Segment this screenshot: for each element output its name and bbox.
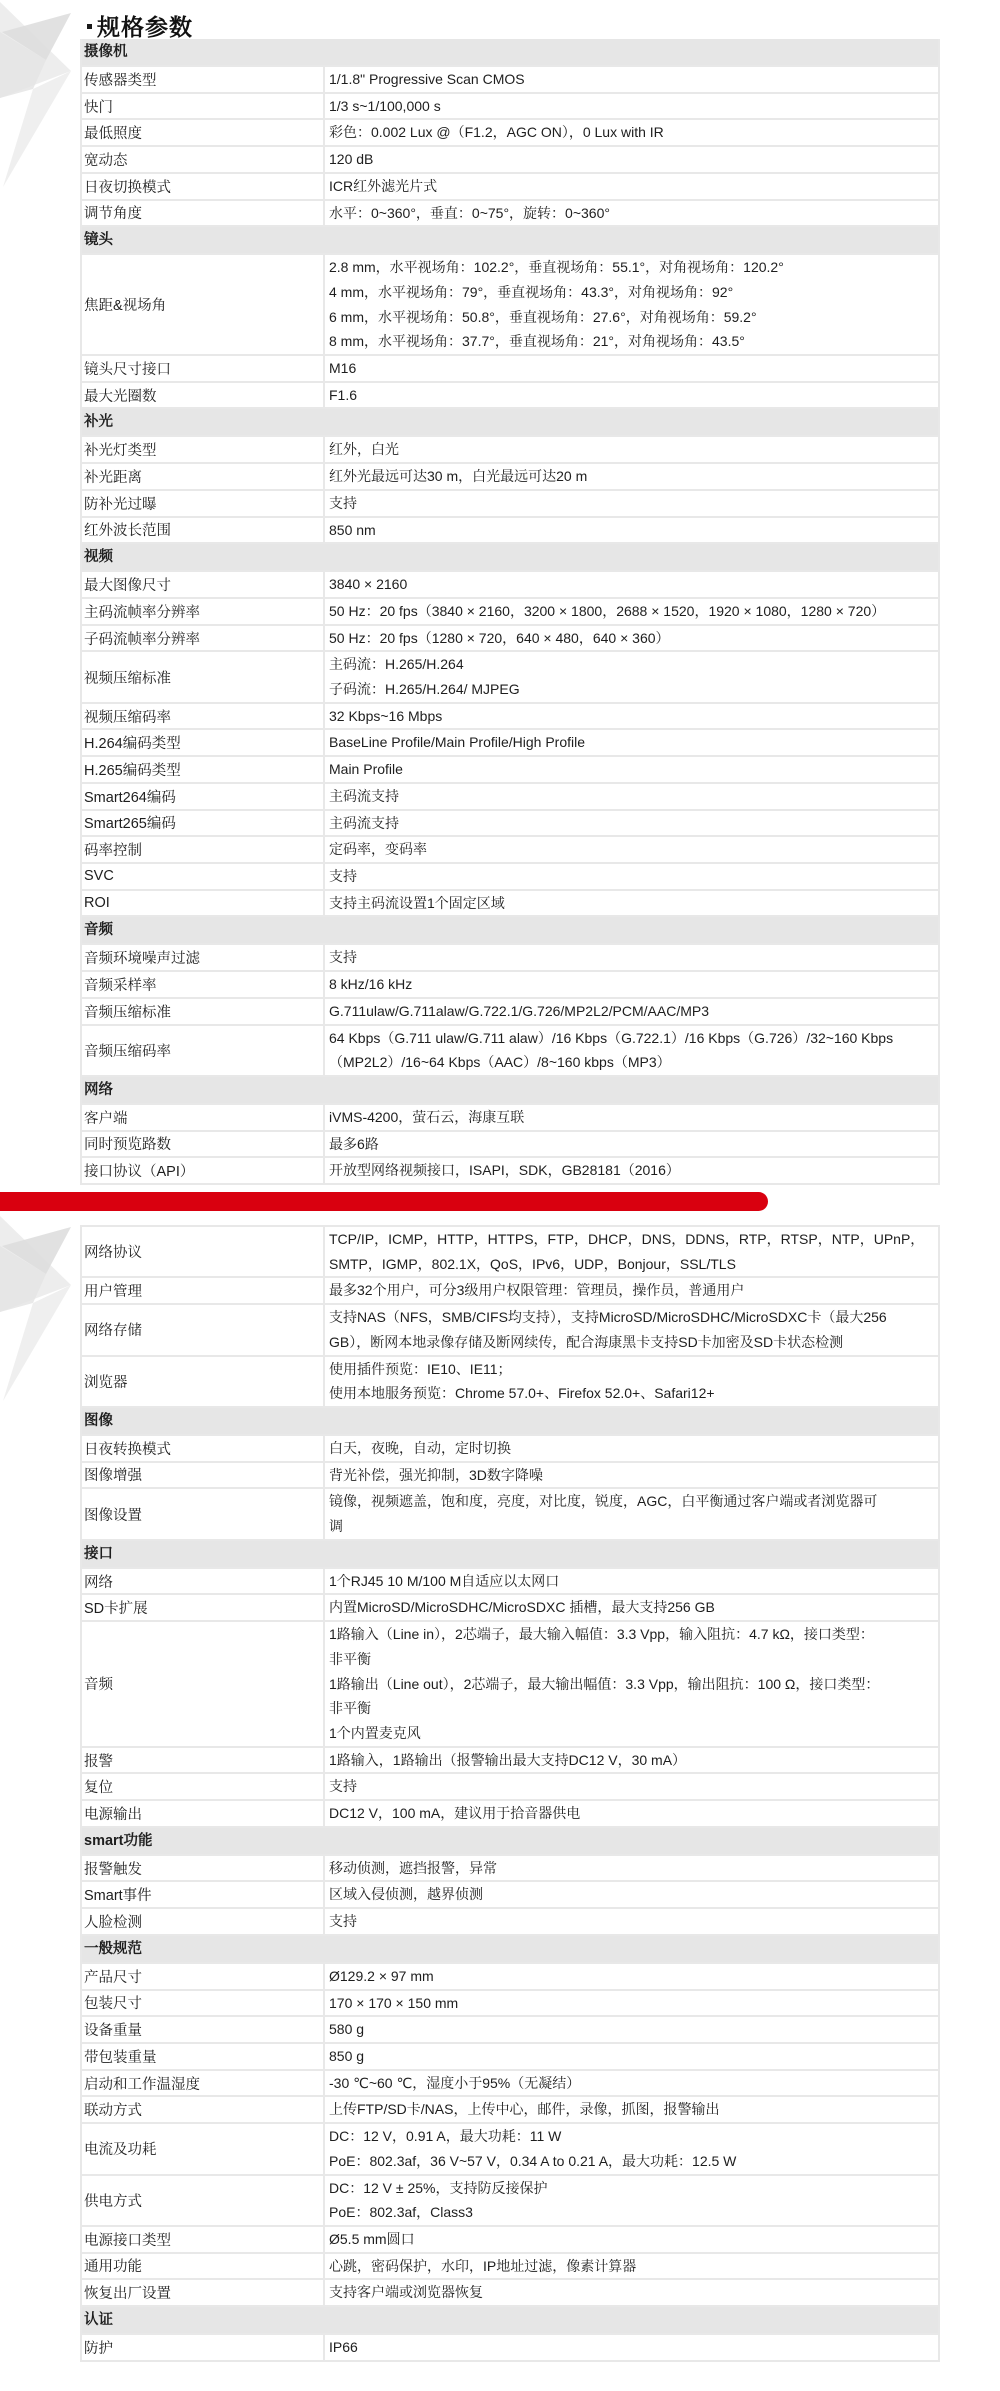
spec-value-line: 彩色：0.002 Lux @（F1.2，AGC ON），0 Lux with IR bbox=[329, 124, 664, 141]
spec-value-line: 1/3 s~1/100,000 s bbox=[329, 97, 441, 114]
spec-value bbox=[325, 1622, 938, 1746]
spec-value-line: 6 mm，水平视场角：50.8°，垂直视场角：27.6°，对角视场角：59.2° bbox=[329, 308, 757, 325]
spec-value-line: 移动侦测，遮挡报警，异常 bbox=[329, 1859, 497, 1876]
spec-row bbox=[82, 945, 938, 972]
spec-value-line: 上传FTP/SD卡/NAS，上传中心，邮件，录像，抓图，报警输出 bbox=[329, 2101, 720, 2118]
spec-value bbox=[325, 1964, 938, 1989]
spec-label: 视频压缩标准 bbox=[82, 652, 325, 701]
spec-label: 客户端 bbox=[82, 1105, 325, 1130]
spec-label: 设备重量 bbox=[82, 2017, 325, 2042]
spec-label: 红外波长范围 bbox=[82, 518, 325, 543]
spec-value-line: Ø129.2 × 97 mm bbox=[329, 1967, 434, 1984]
spec-value bbox=[325, 1595, 938, 1620]
spec-row bbox=[82, 1774, 938, 1801]
spec-value-line: 1个内置麦克风 bbox=[329, 1724, 421, 1741]
spec-value-line: iVMS-4200，萤石云，海康互联 bbox=[329, 1108, 525, 1125]
spec-row bbox=[82, 2335, 938, 2362]
spec-value bbox=[325, 174, 938, 199]
spec-label: 报警触发 bbox=[82, 1856, 325, 1881]
spec-label: 音频采样率 bbox=[82, 972, 325, 997]
spec-label: 音频 bbox=[82, 1622, 325, 1746]
spec-label: 音频压缩码率 bbox=[82, 1026, 325, 1075]
spec-value bbox=[325, 464, 938, 489]
spec-value bbox=[325, 518, 938, 543]
spec-value-line: Ø5.5 mm圆口 bbox=[329, 2230, 415, 2247]
spec-row bbox=[82, 2254, 938, 2281]
spec-row bbox=[82, 120, 938, 147]
spec-value-line: -30 ℃~60 ℃，湿度小于95%（无凝结） bbox=[329, 2074, 581, 2091]
spec-row bbox=[82, 784, 938, 811]
spec-value bbox=[325, 2176, 938, 2225]
spec-value-line: 非平衡 bbox=[329, 1700, 371, 1717]
spec-value bbox=[325, 147, 938, 172]
spec-label: 通用功能 bbox=[82, 2254, 325, 2279]
spec-row bbox=[82, 464, 938, 491]
spec-label: 音频压缩标准 bbox=[82, 999, 325, 1024]
spec-label: 图像设置 bbox=[82, 1489, 325, 1538]
spec-row bbox=[82, 1132, 938, 1159]
spec-value bbox=[325, 704, 938, 729]
spec-row bbox=[82, 1489, 938, 1540]
spec-label: 码率控制 bbox=[82, 837, 325, 862]
spec-value bbox=[325, 652, 938, 701]
spec-value-line: 非平衡 bbox=[329, 1650, 371, 1667]
spec-label: 用户管理 bbox=[82, 1278, 325, 1303]
spec-label: 电源接口类型 bbox=[82, 2227, 325, 2252]
spec-value bbox=[325, 1026, 938, 1075]
spec-row bbox=[82, 626, 938, 653]
spec-value-line: 使用插件预览：IE10、IE11； bbox=[329, 1360, 512, 1377]
spec-value bbox=[325, 1748, 938, 1773]
section-header-general: 一般规范 bbox=[82, 1936, 938, 1964]
page-title-text: 规格参数 bbox=[97, 13, 193, 40]
spec-label: 复位 bbox=[82, 1774, 325, 1799]
spec-label: 浏览器 bbox=[82, 1357, 325, 1406]
section-header-illuminator: 补光 bbox=[82, 409, 938, 437]
spec-row bbox=[82, 1569, 938, 1596]
spec-label: 图像增强 bbox=[82, 1463, 325, 1488]
spec-value-line: 支持 bbox=[329, 949, 357, 966]
spec-value bbox=[325, 2254, 938, 2279]
spec-value-line: 镜像，视频遮盖，饱和度，亮度，对比度，锐度，AGC，白平衡通过客户端或者浏览器可 bbox=[329, 1493, 878, 1510]
spec-value-line: 850 g bbox=[329, 2047, 365, 2064]
spec-row bbox=[82, 2176, 938, 2227]
spec-value bbox=[325, 1856, 938, 1881]
spec-label: 电源输出 bbox=[82, 1801, 325, 1826]
spec-value bbox=[325, 383, 938, 408]
spec-label: 供电方式 bbox=[82, 2176, 325, 2225]
spec-value-line: 主码流支持 bbox=[329, 787, 399, 804]
spec-value-line: 背光补偿，强光抑制，3D数字降噪 bbox=[329, 1466, 543, 1483]
spec-label: Smart事件 bbox=[82, 1882, 325, 1907]
spec-value-line: 白天，夜晚，自动，定时切换 bbox=[329, 1439, 511, 1456]
section-header-smart-features: smart功能 bbox=[82, 1828, 938, 1856]
spec-value-line: 支持 bbox=[329, 1778, 357, 1795]
spec-value-line: 支持 bbox=[329, 1913, 357, 1930]
spec-value bbox=[325, 356, 938, 381]
spec-value-line: 32 Kbps~16 Mbps bbox=[329, 707, 443, 724]
spec-value-line: 心跳，密码保护，水印，IP地址过滤，像素计算器 bbox=[329, 2257, 637, 2274]
spec-label: 焦距&视场角 bbox=[82, 255, 325, 354]
spec-label: 最大图像尺寸 bbox=[82, 572, 325, 597]
spec-value bbox=[325, 572, 938, 597]
spec-value bbox=[325, 1105, 938, 1130]
spec-label: 视频压缩码率 bbox=[82, 704, 325, 729]
spec-value bbox=[325, 811, 938, 836]
spec-table-page1 bbox=[80, 39, 940, 1185]
spec-value bbox=[325, 2335, 938, 2360]
spec-label: H.264编码类型 bbox=[82, 730, 325, 755]
spec-value bbox=[325, 2280, 938, 2305]
spec-value bbox=[325, 2124, 938, 2173]
spec-label: 带包装重量 bbox=[82, 2044, 325, 2069]
spec-row bbox=[82, 599, 938, 626]
spec-value-line: 3840 × 2160 bbox=[329, 576, 408, 593]
spec-row bbox=[82, 1436, 938, 1463]
spec-row bbox=[82, 1748, 938, 1775]
section-header-interface: 接口 bbox=[82, 1541, 938, 1569]
spec-label: 防补光过曝 bbox=[82, 491, 325, 516]
spec-value bbox=[325, 945, 938, 970]
spec-row bbox=[82, 1595, 938, 1622]
spec-label: 产品尺寸 bbox=[82, 1964, 325, 1989]
spec-value bbox=[325, 437, 938, 462]
spec-row bbox=[82, 1026, 938, 1077]
spec-label: 包装尺寸 bbox=[82, 1991, 325, 2016]
spec-value-line: （MP2L2）/16~64 Kbps（AAC）/8~160 kbps（MP3） bbox=[329, 1054, 671, 1071]
spec-label: 宽动态 bbox=[82, 147, 325, 172]
spec-value-line: Main Profile bbox=[329, 761, 403, 778]
spec-value bbox=[325, 837, 938, 862]
spec-value-line: 支持 bbox=[329, 867, 357, 884]
spec-value bbox=[325, 1991, 938, 2016]
section-header-network: 网络 bbox=[82, 1077, 938, 1105]
spec-value bbox=[325, 1436, 938, 1461]
spec-row bbox=[82, 999, 938, 1026]
spec-value-line: PoE：802.3af，36 V~57 V，0.34 A to 0.21 A，最大功耗：12.5 W bbox=[329, 2152, 737, 2169]
spec-value bbox=[325, 757, 938, 782]
title-bullet-icon bbox=[87, 24, 92, 29]
spec-value bbox=[325, 67, 938, 92]
section-header-image: 图像 bbox=[82, 1408, 938, 1436]
spec-value-line: DC12 V，100 mA，建议用于拾音器供电 bbox=[329, 1805, 581, 1822]
spec-row bbox=[82, 811, 938, 838]
spec-row bbox=[82, 864, 938, 891]
spec-label: 调节角度 bbox=[82, 201, 325, 226]
spec-label: 子码流帧率分辨率 bbox=[82, 626, 325, 651]
spec-row bbox=[82, 1882, 938, 1909]
spec-row bbox=[82, 2124, 938, 2175]
spec-value-line: G.711ulaw/G.711alaw/G.722.1/G.726/MP2L2/PCM/AAC/MP3 bbox=[329, 1002, 710, 1019]
spec-value-line: SMTP，IGMP，802.1X，QoS，IPv6，UDP，Bonjour，SSL/TLS bbox=[329, 1255, 736, 1272]
spec-value-line: PoE：802.3af，Class3 bbox=[329, 2204, 473, 2221]
spec-label: 人脸检测 bbox=[82, 1909, 325, 1934]
spec-value bbox=[325, 864, 938, 889]
spec-value-line: F1.6 bbox=[329, 386, 358, 403]
spec-value bbox=[325, 120, 938, 145]
spec-value bbox=[325, 201, 938, 226]
spec-value-line: 8 kHz/16 kHz bbox=[329, 976, 413, 993]
spec-row bbox=[82, 837, 938, 864]
spec-value-line: 2.8 mm，水平视场角：102.2°，垂直视场角：55.1°，对角视场角：120.2° bbox=[329, 259, 784, 276]
spec-value-line: 支持NAS（NFS，SMB/CIFS均支持），支持MicroSD/MicroSDHC/MicroSDXC卡（最大256 bbox=[329, 1309, 887, 1326]
spec-value bbox=[325, 1132, 938, 1157]
spec-value-line: 区域入侵侦测，越界侦测 bbox=[329, 1886, 483, 1903]
spec-label: ROI bbox=[82, 891, 325, 916]
spec-label: 报警 bbox=[82, 1748, 325, 1773]
spec-row bbox=[82, 704, 938, 731]
spec-value-line: BaseLine Profile/Main Profile/High Profile bbox=[329, 734, 586, 751]
spec-row bbox=[82, 147, 938, 174]
spec-value bbox=[325, 626, 938, 651]
spec-value-line: 580 g bbox=[329, 2021, 365, 2038]
spec-value-line: 1个RJ45 10 M/100 M自适应以太网口 bbox=[329, 1572, 560, 1589]
spec-value-line: ICR红外滤光片式 bbox=[329, 177, 438, 194]
spec-value-line: 红外光最远可达30 m，白光最远可达20 m bbox=[329, 468, 588, 485]
spec-value bbox=[325, 891, 938, 916]
spec-table-page2 bbox=[80, 1225, 940, 2362]
spec-label: 日夜切换模式 bbox=[82, 174, 325, 199]
spec-value bbox=[325, 972, 938, 997]
spec-value-line: 支持客户端或浏览器恢复 bbox=[329, 2284, 483, 2301]
spec-row bbox=[82, 174, 938, 201]
spec-value bbox=[325, 1278, 938, 1303]
spec-value-line: 子码流：H.265/H.264/ MJPEG bbox=[329, 681, 520, 698]
spec-label: 网络 bbox=[82, 1569, 325, 1594]
spec-value bbox=[325, 491, 938, 516]
page-title bbox=[87, 11, 193, 39]
spec-label: 联动方式 bbox=[82, 2097, 325, 2122]
spec-row bbox=[82, 491, 938, 518]
spec-value-line: 使用本地服务预览：Chrome 57.0+、Firefox 52.0+、Safari12+ bbox=[329, 1385, 715, 1402]
spec-value-line: DC：12 V，0.91 A，最大功耗：11 W bbox=[329, 2128, 562, 2145]
spec-value bbox=[325, 2017, 938, 2042]
spec-row bbox=[82, 2280, 938, 2307]
decorative-triangles-icon bbox=[0, 1214, 75, 1409]
spec-label: 网络存储 bbox=[82, 1305, 325, 1354]
spec-value bbox=[325, 999, 938, 1024]
spec-value-line: 120 dB bbox=[329, 151, 374, 168]
spec-row bbox=[82, 1105, 938, 1132]
spec-value bbox=[325, 1357, 938, 1406]
decorative-triangles-icon bbox=[0, 0, 75, 195]
spec-value-line: 调 bbox=[329, 1518, 343, 1535]
spec-value-line: 1路输入（Line in），2芯端子，最大输入幅值：3.3 Vpp，输入阻抗：4.7 kΩ，接口类型： bbox=[329, 1626, 874, 1643]
spec-row bbox=[82, 1991, 938, 2018]
spec-value-line: 主码流支持 bbox=[329, 814, 399, 831]
spec-row bbox=[82, 891, 938, 918]
page-divider-red-bar bbox=[0, 1192, 768, 1211]
spec-value-line: 4 mm，水平视场角：79°，垂直视场角：43.3°，对角视场角：92° bbox=[329, 283, 734, 300]
spec-label: 主码流帧率分辨率 bbox=[82, 599, 325, 624]
spec-row bbox=[82, 2044, 938, 2071]
spec-value bbox=[325, 2097, 938, 2122]
spec-label: H.265编码类型 bbox=[82, 757, 325, 782]
spec-value bbox=[325, 1227, 938, 1276]
spec-value-line: 170 × 170 × 150 mm bbox=[329, 1994, 459, 2011]
spec-value-line: IP66 bbox=[329, 2339, 358, 2356]
spec-label: 防护 bbox=[82, 2335, 325, 2360]
spec-row bbox=[82, 1622, 938, 1748]
spec-row bbox=[82, 572, 938, 599]
spec-value bbox=[325, 1774, 938, 1799]
spec-value-line: 850 nm bbox=[329, 521, 376, 538]
spec-value-line: 1/1.8" Progressive Scan CMOS bbox=[329, 71, 525, 87]
spec-value bbox=[325, 1305, 938, 1354]
spec-value bbox=[325, 730, 938, 755]
section-header-video: 视频 bbox=[82, 544, 938, 572]
spec-value-line: 最多6路 bbox=[329, 1135, 379, 1152]
spec-row bbox=[82, 255, 938, 356]
spec-row bbox=[82, 1964, 938, 1991]
spec-row bbox=[82, 1305, 938, 1356]
spec-row bbox=[82, 383, 938, 410]
spec-row bbox=[82, 730, 938, 757]
spec-value-line: 开放型网络视频接口，ISAPI，SDK，GB28181（2016） bbox=[329, 1162, 680, 1179]
spec-value-line: 50 Hz：20 fps（3840 × 2160，3200 × 1800，2688 × 1520，1920 × 1080，1280 × 720） bbox=[329, 602, 886, 619]
spec-value bbox=[325, 1569, 938, 1594]
spec-label: SD卡扩展 bbox=[82, 1595, 325, 1620]
spec-value-line: 64 Kbps（G.711 ulaw/G.711 alaw）/16 Kbps（G.722.1）/16 Kbps（G.726）/32~160 Kbps bbox=[329, 1029, 894, 1046]
spec-value bbox=[325, 2227, 938, 2252]
spec-row bbox=[82, 757, 938, 784]
spec-value-line: 8 mm，水平视场角：37.7°，垂直视场角：21°，对角视场角：43.5° bbox=[329, 333, 745, 350]
spec-value-line: 1路输入，1路输出（报警输出最大支持DC12 V，30 mA） bbox=[329, 1751, 687, 1768]
spec-value-line: 定码率，变码率 bbox=[329, 841, 427, 858]
spec-row bbox=[82, 2227, 938, 2254]
spec-value bbox=[325, 94, 938, 119]
spec-label: 网络协议 bbox=[82, 1227, 325, 1276]
spec-row bbox=[82, 437, 938, 464]
spec-row bbox=[82, 1909, 938, 1936]
spec-value-line: 50 Hz：20 fps（1280 × 720，640 × 480，640 × 360） bbox=[329, 629, 670, 646]
spec-value bbox=[325, 2071, 938, 2096]
spec-value-line: 水平：0~360°，垂直：0~75°，旋转：0~360° bbox=[329, 204, 610, 221]
spec-label: Smart265编码 bbox=[82, 811, 325, 836]
spec-value bbox=[325, 255, 938, 354]
spec-row bbox=[82, 972, 938, 999]
spec-value bbox=[325, 1801, 938, 1826]
spec-value bbox=[325, 1158, 938, 1183]
spec-value bbox=[325, 599, 938, 624]
spec-value bbox=[325, 1909, 938, 1934]
spec-row bbox=[82, 518, 938, 545]
spec-row bbox=[82, 356, 938, 383]
spec-value-line: 最多32个用户，可分3级用户权限管理：管理员，操作员，普通用户 bbox=[329, 1282, 745, 1299]
section-header-audio: 音频 bbox=[82, 917, 938, 945]
section-header-lens: 镜头 bbox=[82, 227, 938, 255]
spec-label: 电流及功耗 bbox=[82, 2124, 325, 2173]
spec-row bbox=[82, 1856, 938, 1883]
spec-label: 镜头尺寸接口 bbox=[82, 356, 325, 381]
spec-value-line: M16 bbox=[329, 360, 357, 377]
spec-value bbox=[325, 784, 938, 809]
spec-row bbox=[82, 67, 938, 94]
spec-row bbox=[82, 652, 938, 703]
spec-value bbox=[325, 2044, 938, 2069]
spec-value-line: GB），断网本地录像存储及断网续传，配合海康黑卡支持SD卡加密及SD卡状态检测 bbox=[329, 1333, 844, 1350]
spec-label: 接口协议（API） bbox=[82, 1158, 325, 1183]
spec-row bbox=[82, 201, 938, 228]
spec-value-line: 主码流：H.265/H.264 bbox=[329, 656, 464, 673]
spec-row bbox=[82, 1357, 938, 1408]
spec-row bbox=[82, 1801, 938, 1828]
spec-row bbox=[82, 94, 938, 121]
spec-row bbox=[82, 1227, 938, 1278]
spec-label: 恢复出厂设置 bbox=[82, 2280, 325, 2305]
spec-value-line: DC：12 V ± 25%，支持防反接保护 bbox=[329, 2179, 548, 2196]
spec-label: 补光灯类型 bbox=[82, 437, 325, 462]
spec-label: 同时预览路数 bbox=[82, 1132, 325, 1157]
section-header-certification: 认证 bbox=[82, 2307, 938, 2335]
section-header-camera: 摄像机 bbox=[82, 39, 938, 67]
spec-value bbox=[325, 1489, 938, 1538]
spec-value-line: 支持 bbox=[329, 494, 357, 511]
spec-value bbox=[325, 1463, 938, 1488]
spec-label: 音频环境噪声过滤 bbox=[82, 945, 325, 970]
spec-label: 快门 bbox=[82, 94, 325, 119]
spec-label: 补光距离 bbox=[82, 464, 325, 489]
spec-row bbox=[82, 2071, 938, 2098]
spec-value-line: 支持主码流设置1个固定区域 bbox=[329, 894, 505, 911]
spec-row bbox=[82, 1278, 938, 1305]
spec-value-line: 内置MicroSD/MicroSDHC/MicroSDXC 插槽，最大支持256 GB bbox=[329, 1599, 715, 1616]
spec-label: 最大光圈数 bbox=[82, 383, 325, 408]
spec-value-line: TCP/IP，ICMP，HTTP，HTTPS，FTP，DHCP，DNS，DDNS，RTP，RTSP，NTP，UPnP， bbox=[329, 1231, 925, 1247]
spec-row bbox=[82, 1463, 938, 1490]
spec-label: 传感器类型 bbox=[82, 67, 325, 92]
spec-value-line: 1路输出（Line out），2芯端子，最大输出幅值：3.3 Vpp，输出阻抗：100 Ω，接口类型： bbox=[329, 1675, 880, 1692]
spec-label: Smart264编码 bbox=[82, 784, 325, 809]
spec-label: SVC bbox=[82, 864, 325, 889]
spec-row bbox=[82, 2017, 938, 2044]
spec-label: 日夜转换模式 bbox=[82, 1436, 325, 1461]
spec-label: 启动和工作温湿度 bbox=[82, 2071, 325, 2096]
spec-label: 最低照度 bbox=[82, 120, 325, 145]
spec-row bbox=[82, 2097, 938, 2124]
spec-value-line: 红外，白光 bbox=[329, 441, 399, 458]
spec-row bbox=[82, 1158, 938, 1185]
spec-value bbox=[325, 1882, 938, 1907]
